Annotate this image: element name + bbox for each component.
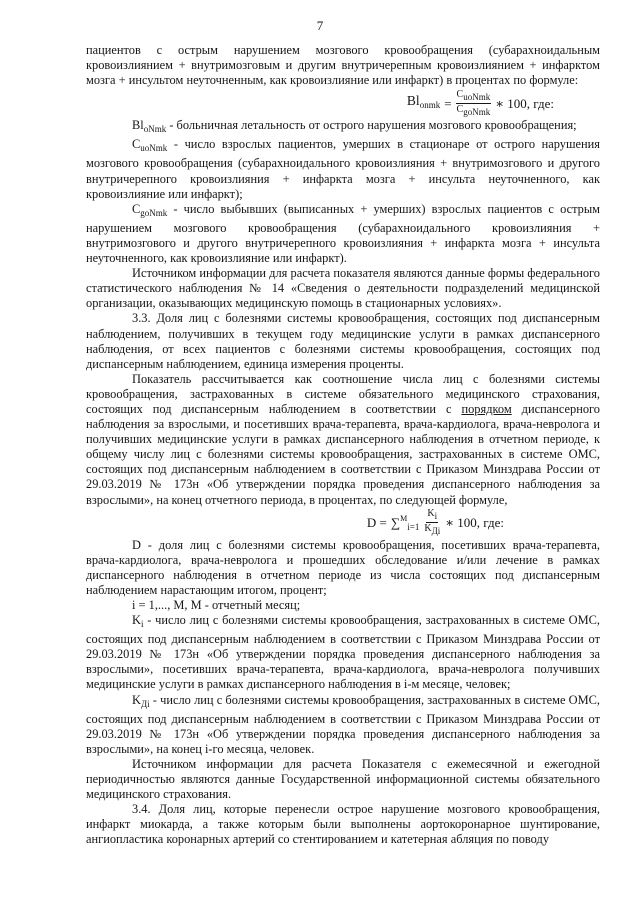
formula-lhs: D = <box>366 515 387 531</box>
formula-fraction <box>456 89 492 118</box>
formula-denominator: CgoNmk <box>456 103 491 117</box>
formula-mortality <box>86 88 600 118</box>
formula-numerator: CuoNmk <box>456 88 491 102</box>
formula-denominator: KДi <box>424 523 441 537</box>
paragraph-source-1: Источником информации для расчета показателя являются данные формы федерального статистического наблюдения № 14 «Сведения о деятельности подразделений медицинской организации, оказывающих медицинскую помощь в стационарных условиях». <box>86 266 600 311</box>
definition-k-di: $K_{Дi}$ - число лиц с болезнями системы кровообращения, застрахованных в системе ОМС, состоящих под диспансерным наблюдением в соответствии с Приказом Минздрава России от 29.03.2019 № 173н «Об утверждении порядка проведения диспансерного наблюдения за взрослыми», на конец i-го месяца, человек. <box>86 692 600 756</box>
definition-bl: $Bl_{oNmk}$ - больничная летальность от острого нарушения мозгового кровообращения; <box>132 118 577 135</box>
formula-sum: ∑$^M_{i=1}$ <box>390 513 420 532</box>
document-body <box>86 43 600 848</box>
definition-d: D - доля лиц с болезнями системы кровообращения, посетивших врача-терапевта, врача-кардиолога, врача-невролога и прошедших обследование и/или лечение в рамках диспансерного наблюдения в отчетном периоде из числа состоящих под диспансерным наблюдением нарастающим итогом, процент; <box>86 537 600 597</box>
paragraph-calculation: Показатель рассчитывается как соотношение числа лиц с болезнями системы кровообращения, застрахованных в системе обязательного медицинского страхования, состоящих под диспансерным наблюдением в соответствии с порядком диспансерного наблюдения за взрослыми, и посетивших врача-терапевта, врача-кардиолога, врача-невролога и получивших медицинские услуги в рамках диспансерного наблюдения в отчетном периоде, к общему числу лиц с болезнями системы кровообращения, застрахованных в системе ОМС, состоящих под диспансерным наблюдением в соответствии с Приказом Минздрава России от 29.03.2019 № 173н «Об утверждении порядка проведения диспансерного наблюдения за взрослыми», на конец отчетного периода, в процентах, по следующей формуле, <box>86 371 601 507</box>
formula-numerator: Ki <box>427 508 438 522</box>
section-3-4: 3.4. Доля лиц, которые перенесли острое нарушение мозгового кровообращения, инфаркт миокарда, а также которым были выполнены аортокоронарное шунтирование, ангиопластика коронарных артерий со стентированием и катетерная абляция по поводу <box>86 802 600 847</box>
paragraph-source-2: Источником информации для расчета Показателя с ежемесячной и ежегодной периодичностью являются данные Государственной информационной системы обязательного медицинского страхования. <box>86 756 600 802</box>
definition-c-go: $C_{goNmk}$ - число выбывших (выписанных + умерших) взрослых пациентов с острым нарушением мозгового кровообращения (субарахноидального кровоизлияния + внутримозгового и другого внутричерепного кровоизлияния + инфаркта мозга + инсульта неуточненного, как кровоизлияние или инфаркт). <box>86 201 600 266</box>
paragraph-intro: пациентов с острым нарушением мозгового кровообращения (субарахноидальным кровоизлиянием + внутримозговым и другим внутричерепным кровоизлиянием + инфарктом мозга + инсультом неуточненным, как кровоизлияние или инфаркт) в процентах по формуле: <box>86 43 600 88</box>
definition-c-uo: $C_{uoNmk}$ - число взрослых пациентов, умерших в стационаре от острого нарушения мозгового кровообращения (субарахноидального кровоизлияния + внутримозгового и другого внутричерепного кровоизлияния + инфаркта мозга + инсульта неуточненного, как кровоизлияние или инфаркт); <box>86 137 600 201</box>
formula-tail: ∗ 100, где: <box>445 515 504 531</box>
formula-fraction <box>423 508 441 537</box>
definition-i: i = 1,..., M, M - отчетный месяц; <box>132 598 301 612</box>
page-number: 7 <box>316 18 324 33</box>
formula-lhs: $Bl_{onmk}$ <box>406 93 441 111</box>
formula-share <box>86 508 600 538</box>
formula-equals: = <box>444 95 452 111</box>
formula-tail: ∗ 100, где: <box>495 95 554 111</box>
definition-k-i: $K_i$ - число лиц с болезнями системы кровообращения, застрахованных в системе ОМС, состоящих под диспансерным наблюдением в соответствии с Приказом Минздрава России от 29.03.2019 № 173н «Об утверждении порядка проведения диспансерного наблюдения за взрослыми», посетивших врача-терапевта, врача-кардиолога, врача-невролога получивших медицинские услуги в рамках диспансерного наблюдения в i-м месяце, человек; <box>86 613 600 692</box>
section-3-3: 3.3. Доля лиц с болезнями системы кровообращения, состоящих под диспансерным наблюдением, получивших в текущем году медицинские услуги в рамках диспансерного наблюдения, от всех пациентов с болезнями системы кровообращения, состоящих под диспансерным наблюдением, единица измерения проценты. <box>86 311 600 371</box>
